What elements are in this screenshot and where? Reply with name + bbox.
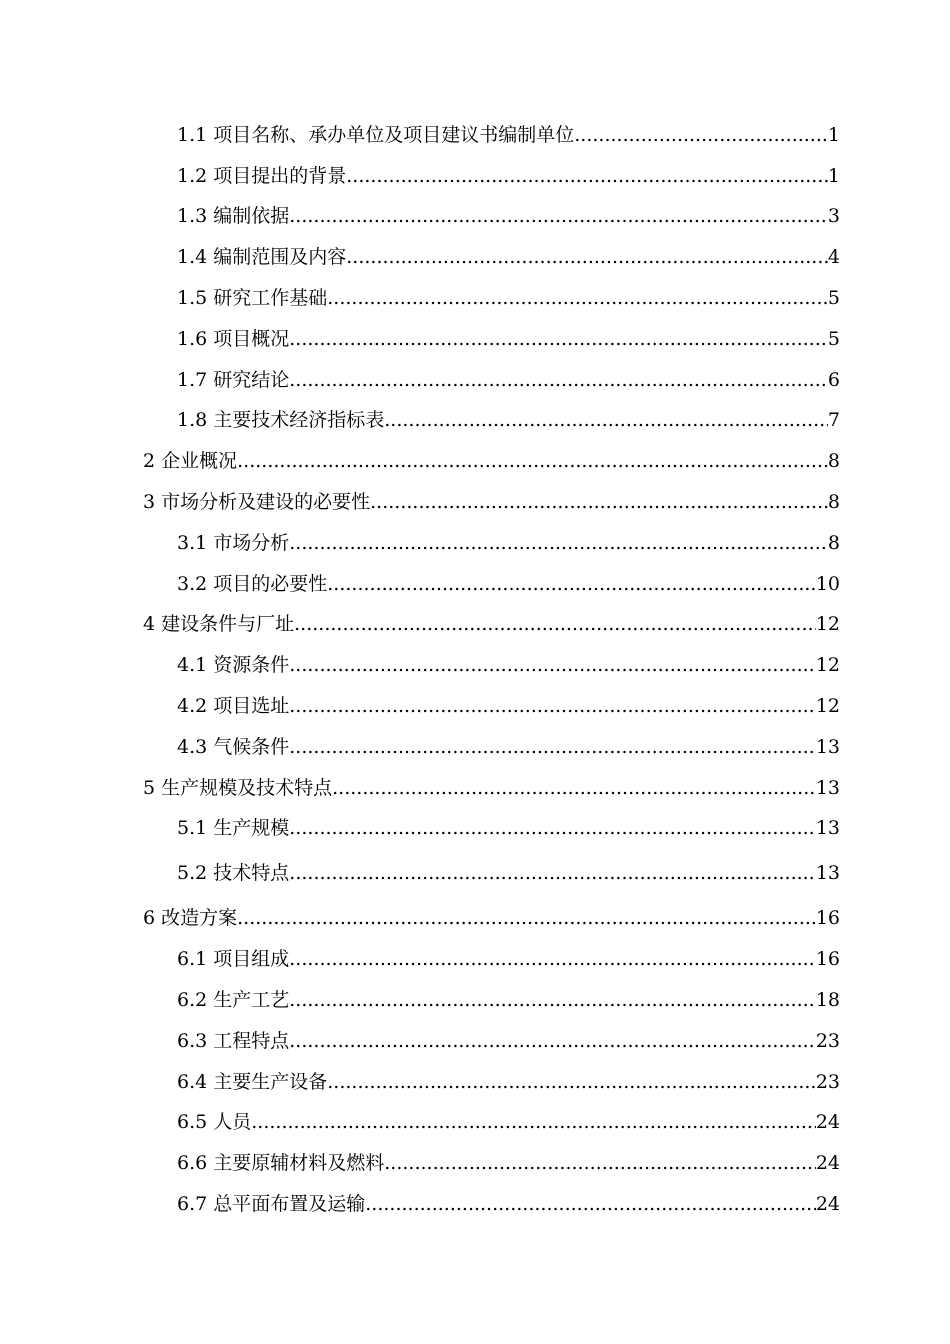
toc-entry[interactable] (177, 1138, 840, 1179)
toc-page-number: 5 (827, 327, 840, 350)
toc-entry[interactable] (177, 844, 840, 889)
toc-dot-leader (365, 1192, 816, 1216)
toc-dot-leader (289, 204, 828, 228)
toc-page-number: 6 (827, 368, 840, 391)
toc-entry-title: 1.3 编制依据 (177, 205, 290, 228)
toc-entry[interactable] (177, 1179, 840, 1220)
toc-entry-title: 6.2 生产工艺 (177, 988, 290, 1011)
toc-dot-leader (327, 286, 828, 310)
toc-dot-leader (332, 776, 816, 800)
toc-entry-title: 3.2 项目的必要性 (177, 572, 328, 595)
toc-entry[interactable] (177, 559, 840, 600)
toc-dot-leader (251, 1110, 816, 1134)
toc-dot-leader (289, 1029, 816, 1053)
toc-page-number: 8 (827, 450, 840, 473)
toc-page-number: 16 (815, 948, 840, 971)
toc-entry-title: 3.1 市场分析 (177, 531, 290, 554)
toc-page-number: 24 (815, 1111, 840, 1134)
toc-dot-leader (237, 906, 816, 930)
toc-entry-title: 4 建设条件与厂址 (143, 613, 295, 636)
toc-entry-title: 1.5 研究工作基础 (177, 286, 328, 309)
toc-page-number: 7 (827, 409, 840, 432)
toc-entry[interactable] (177, 355, 840, 396)
toc-entry[interactable] (177, 273, 840, 314)
toc-entry[interactable] (143, 889, 840, 934)
toc-dot-leader (384, 1151, 816, 1175)
toc-page-number: 13 (815, 776, 840, 799)
toc-entry[interactable] (177, 314, 840, 355)
toc-page-number: 12 (815, 694, 840, 717)
toc-entry-title (177, 861, 289, 885)
toc-page-number: 12 (815, 613, 840, 636)
toc-entry-title: 3 市场分析及建设的必要性 (143, 490, 371, 513)
toc-dot-leader (289, 368, 828, 392)
toc-entry[interactable] (177, 1016, 840, 1057)
toc-dot-leader (289, 694, 816, 718)
toc-dot-leader (289, 988, 816, 1012)
toc-page-number: 13 (815, 817, 840, 840)
toc-dot-leader (327, 572, 816, 596)
toc-entry[interactable] (177, 640, 840, 681)
toc-entry[interactable] (177, 975, 840, 1016)
toc-page-number: 12 (815, 654, 840, 677)
toc-entry-title: 2 企业概况 (143, 450, 238, 473)
toc-dot-leader (289, 816, 816, 840)
toc-page-number: 16 (815, 907, 840, 930)
toc-entry-title: 6.1 项目组成 (177, 948, 290, 971)
toc-page-number: 8 (827, 490, 840, 513)
toc-page-number: 3 (827, 205, 840, 228)
toc-entry-title: 1.7 研究结论 (177, 368, 290, 391)
toc-entry-title: 1.6 项目概况 (177, 327, 290, 350)
toc-page-number: 4 (827, 246, 840, 269)
toc-entry-title: 6.5 人员 (177, 1111, 252, 1134)
toc-page-number: 1 (827, 123, 840, 146)
toc-dot-leader (574, 123, 828, 147)
toc-page-number: 5 (827, 286, 840, 309)
toc-dot-leader (346, 245, 828, 269)
toc-page-number: 24 (815, 1192, 840, 1215)
toc-entry[interactable] (143, 600, 840, 641)
toc-entry-title: 4.2 项目选址 (177, 694, 290, 717)
toc-entry-title: 5 生产规模及技术特点 (143, 776, 333, 799)
toc-entry[interactable] (177, 518, 840, 559)
toc-entry[interactable] (177, 232, 840, 273)
toc-entry[interactable] (177, 1057, 840, 1098)
toc-entry-title: 6.6 主要原辅材料及燃料 (177, 1152, 385, 1175)
toc-entry-title-part: 5.2 技术 (177, 862, 252, 885)
toc-entry-title-part: 特点 (251, 862, 290, 885)
toc-entry-title: 5.1 生产规模 (177, 817, 290, 840)
toc-entry[interactable] (177, 722, 840, 763)
toc-page-number: 23 (815, 1070, 840, 1093)
toc-entry-title: 6.7 总平面布置及运输 (177, 1192, 366, 1215)
toc-page-number: 1 (827, 164, 840, 187)
toc-dot-leader (294, 612, 816, 636)
toc-entry[interactable] (143, 436, 840, 477)
toc-entry[interactable] (177, 681, 840, 722)
toc-dot-leader (289, 653, 816, 677)
toc-dot-leader (346, 164, 828, 188)
toc-entry[interactable] (177, 110, 840, 151)
toc-entry-title: 6 改造方案 (143, 907, 238, 930)
toc-entry[interactable] (177, 934, 840, 975)
toc-dot-leader (289, 327, 828, 351)
toc-entry-title: 1.4 编制范围及内容 (177, 246, 347, 269)
toc-entry[interactable] (143, 763, 840, 804)
toc-page-number: 10 (815, 572, 840, 595)
toc-entry-title: 6.4 主要生产设备 (177, 1070, 328, 1093)
toc-page-number: 8 (827, 531, 840, 554)
toc-entry-title: 4.3 气候条件 (177, 735, 290, 758)
toc-dot-leader (289, 531, 828, 555)
table-of-contents (0, 110, 950, 1220)
toc-page-number: 13 (815, 862, 840, 885)
toc-page-number: 13 (815, 735, 840, 758)
toc-dot-leader (237, 449, 828, 473)
toc-entry-title: 1.2 项目提出的背景 (177, 164, 347, 187)
toc-entry[interactable] (177, 151, 840, 192)
toc-dot-leader (289, 861, 816, 885)
toc-entry[interactable] (143, 477, 840, 518)
toc-page-number: 23 (815, 1029, 840, 1052)
toc-dot-leader (289, 947, 816, 971)
toc-entry[interactable] (177, 396, 840, 437)
toc-dot-leader (370, 490, 828, 514)
toc-entry-title: 1.1 项目名称、承办单位及项目建议书编制单位 (177, 123, 575, 146)
toc-entry-title: 4.1 资源条件 (177, 654, 290, 677)
toc-entry[interactable] (177, 192, 840, 233)
toc-entry-title: 6.3 工程特点 (177, 1029, 290, 1052)
toc-entry[interactable] (177, 1098, 840, 1139)
toc-dot-leader (327, 1070, 816, 1094)
toc-dot-leader (289, 735, 816, 759)
toc-entry[interactable] (177, 804, 840, 845)
toc-dot-leader (384, 408, 828, 432)
toc-page-number: 24 (815, 1152, 840, 1175)
toc-entry-title: 1.8 主要技术经济指标表 (177, 409, 385, 432)
toc-page-number: 18 (815, 988, 840, 1011)
